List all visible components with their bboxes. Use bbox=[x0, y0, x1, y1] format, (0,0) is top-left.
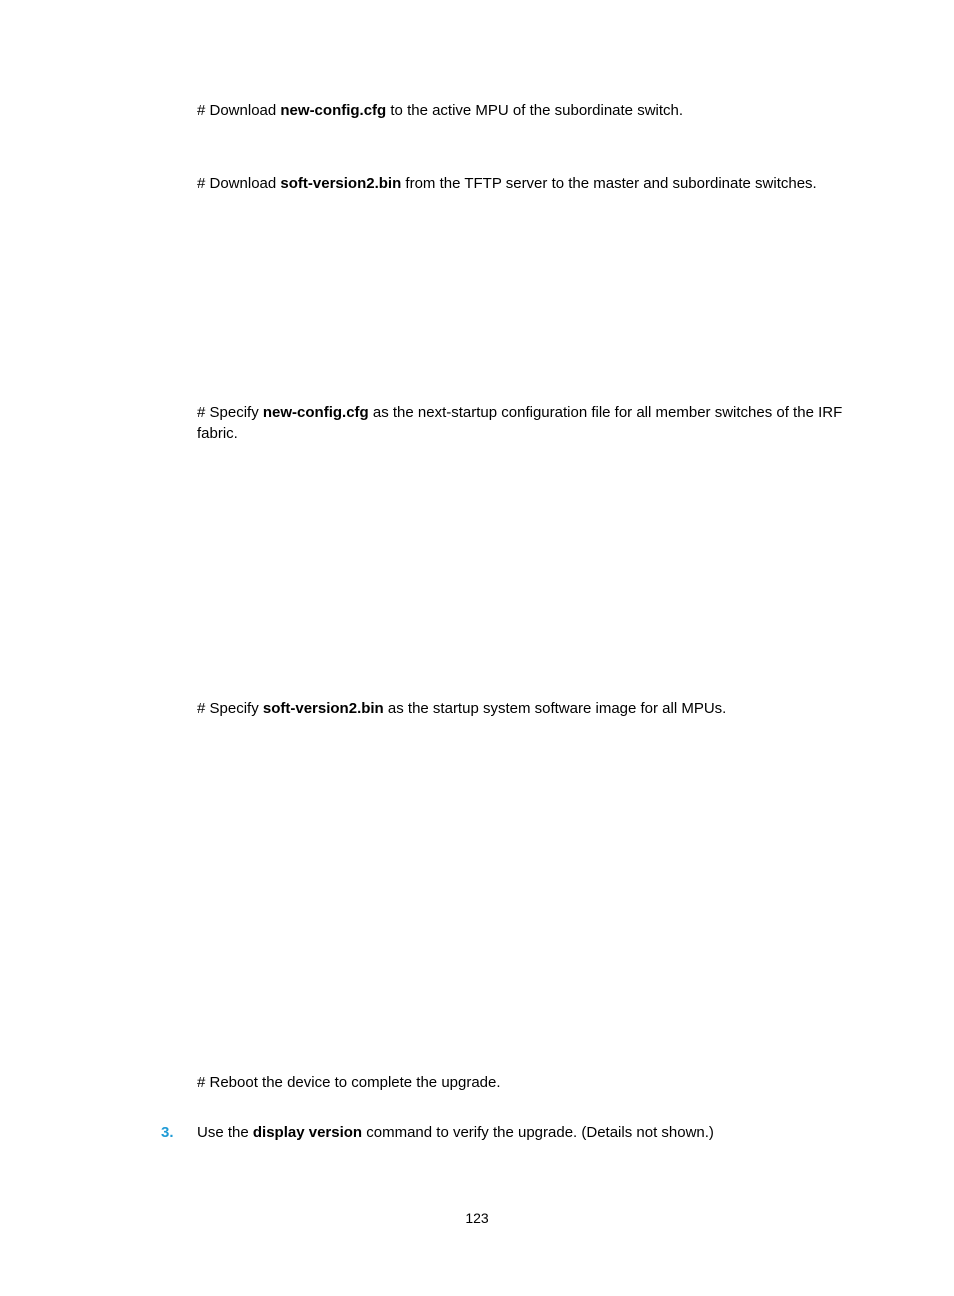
paragraph-prefix: # Download bbox=[197, 175, 281, 192]
paragraph-prefix: # Download bbox=[197, 102, 281, 119]
paragraph-download-config bbox=[197, 100, 683, 121]
command-name: display version bbox=[252, 1124, 363, 1141]
paragraph-reboot bbox=[197, 1072, 501, 1093]
paragraph-text: # Reboot the device to complete the upgrade. bbox=[197, 1074, 501, 1091]
filename-config: new-config.cfg bbox=[280, 102, 387, 119]
step-suffix: command to verify the upgrade. (Details not shown.) bbox=[362, 1124, 714, 1141]
step-number: 3. bbox=[161, 1124, 174, 1141]
paragraph-download-software bbox=[197, 173, 817, 194]
paragraph-prefix: # Specify bbox=[197, 404, 263, 421]
page-number: 123 bbox=[465, 1210, 489, 1226]
filename-config: new-config.cfg bbox=[262, 404, 369, 421]
paragraph-suffix: to the active MPU of the subordinate switch. bbox=[386, 102, 684, 119]
step-text bbox=[197, 1122, 714, 1143]
paragraph-specify-software bbox=[197, 698, 726, 719]
paragraph-prefix: # Specify bbox=[197, 700, 263, 717]
paragraph-suffix: as the startup system software image for all MPUs. bbox=[383, 700, 727, 717]
paragraph-suffix: as the next-startup configuration file for all member switches of the IRF fabric. bbox=[197, 404, 843, 442]
paragraph-specify-config bbox=[197, 402, 862, 444]
step-prefix: Use the bbox=[197, 1124, 253, 1141]
filename-software: soft-version2.bin bbox=[262, 700, 384, 717]
paragraph-suffix: from the TFTP server to the master and subordinate switches. bbox=[401, 175, 817, 192]
filename-software: soft-version2.bin bbox=[280, 175, 402, 192]
